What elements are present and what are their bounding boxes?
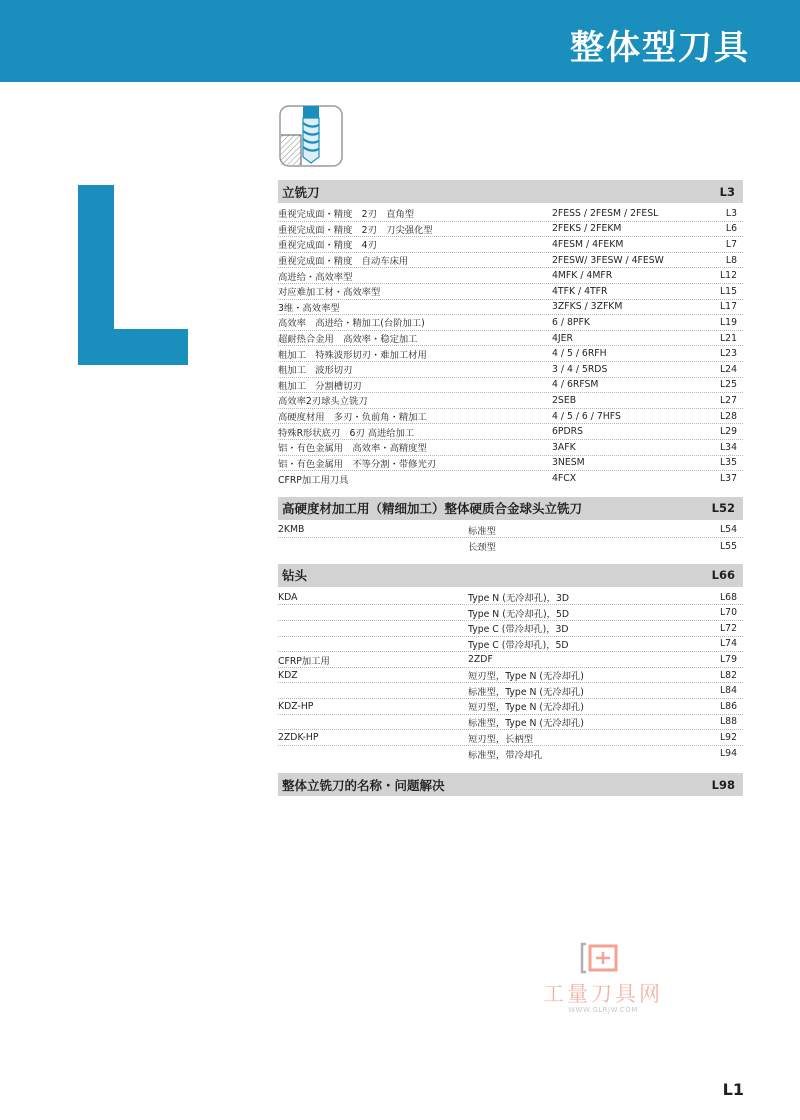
list-item[interactable] [278, 268, 743, 284]
item-page: L35 [719, 457, 737, 469]
item-code: 4FESM / 4FEKM [552, 238, 624, 250]
item-name: 粗加工 分割槽切刃 [278, 380, 362, 392]
item-page: L29 [719, 426, 737, 438]
item-page: L94 [719, 748, 737, 760]
list-item[interactable] [278, 424, 743, 440]
watermark-url: WWW.GLRJW.COM [568, 1006, 638, 1014]
item-name: 特殊R形状底刃 6刃 高进给加工 [278, 427, 415, 439]
item-code: Type N (无冷却孔)，5D [468, 608, 570, 620]
list-item[interactable] [278, 346, 743, 362]
list-item[interactable] [278, 331, 743, 347]
item-page: L7 [725, 238, 737, 250]
section-page-ref: L3 [719, 184, 735, 199]
item-name: 重视完成面・精度 自动车床用 [278, 256, 409, 268]
list-item[interactable] [278, 621, 743, 637]
section-header[interactable] [278, 564, 743, 587]
item-name: 粗加工 波形切刃 [278, 365, 353, 377]
list-item[interactable] [278, 409, 743, 425]
item-code: 短刃型，Type N (无冷却孔) [468, 702, 584, 714]
item-page: L79 [719, 654, 737, 666]
list-item[interactable] [278, 300, 743, 316]
list-item[interactable] [278, 605, 743, 621]
item-code: 6PDRS [552, 426, 584, 438]
item-page: L3 [725, 207, 737, 219]
item-name: 重视完成面・精度 2刃 刀尖强化型 [278, 224, 433, 236]
item-code: 3NESM [552, 457, 585, 469]
section-rows [278, 590, 743, 762]
item-page: L8 [725, 254, 737, 266]
list-item[interactable] [278, 746, 743, 762]
list-item[interactable] [278, 471, 743, 487]
list-item[interactable] [278, 538, 743, 554]
item-code: 6 / 8PFK [552, 316, 590, 328]
end-mill-icon [279, 105, 343, 167]
item-name: 2ZDK-HP [278, 732, 319, 744]
section-title: 钻头 [282, 568, 308, 584]
item-page: L74 [719, 638, 737, 650]
item-page: L25 [719, 379, 737, 391]
list-item[interactable] [278, 253, 743, 269]
list-item[interactable] [278, 652, 743, 668]
section-rows [278, 206, 743, 487]
item-page: L6 [725, 223, 737, 235]
item-page: L34 [719, 441, 737, 453]
list-item[interactable] [278, 456, 743, 472]
item-page: L19 [719, 316, 737, 328]
section-end-mills [278, 180, 743, 487]
watermark-logo-icon [580, 940, 626, 976]
item-name: CFRP加工用刀具 [278, 474, 349, 486]
list-item[interactable] [278, 222, 743, 238]
list-item[interactable] [278, 523, 743, 539]
top-banner [0, 0, 800, 82]
item-page: L24 [719, 363, 737, 375]
item-code: 4 / 6RFSM [552, 379, 599, 391]
section-letter-stroke-horizontal [78, 329, 188, 365]
section-page-ref: L66 [711, 568, 735, 583]
item-name: KDZ-HP [278, 700, 314, 712]
item-name: CFRP加工用 [278, 655, 330, 667]
list-item[interactable] [278, 440, 743, 456]
item-page: L92 [719, 732, 737, 744]
page-title: 整体型刀具 [570, 28, 750, 68]
item-code: 2ZDF [468, 654, 493, 666]
item-page: L55 [719, 540, 737, 552]
item-code: Type C (带冷却孔)，3D [468, 624, 569, 636]
list-item[interactable] [278, 699, 743, 715]
list-item[interactable] [278, 315, 743, 331]
list-item[interactable] [278, 715, 743, 731]
item-code: 标准型，Type N (无冷却孔) [468, 686, 584, 698]
item-name: 超耐热合金用 高效率・稳定加工 [278, 334, 418, 346]
section-rows [278, 523, 743, 554]
item-code: 短刃型，长柄型 [468, 733, 534, 745]
item-page: L21 [719, 332, 737, 344]
item-code: 4 / 5 / 6RFH [552, 348, 607, 360]
list-item[interactable] [278, 683, 743, 699]
item-page: L23 [719, 348, 737, 360]
page-number: L1 [722, 1080, 744, 1099]
item-name: 3维・高效率型 [278, 302, 340, 314]
item-name: 高效率2刃球头立铣刀 [278, 396, 368, 408]
item-code: 2FEKS / 2FEKM [552, 223, 622, 235]
item-code: 4 / 5 / 6 / 7HFS [552, 410, 621, 422]
item-code: 4FCX [552, 473, 577, 485]
item-page: L17 [719, 301, 737, 313]
item-page: L37 [719, 473, 737, 485]
item-code: 标准型 [468, 525, 496, 537]
item-name: 重视完成面・精度 2刃 直角型 [278, 209, 415, 221]
item-code: 3ZFKS / 3ZFKM [552, 301, 623, 313]
section-page-ref: L98 [711, 777, 735, 792]
item-page: L82 [719, 669, 737, 681]
item-code: 长颈型 [468, 542, 496, 554]
section-header[interactable] [278, 180, 743, 203]
item-code: 4JER [552, 332, 573, 344]
item-code: 2FESW/ 3FESW / 4FESW [552, 254, 664, 266]
table-of-contents [278, 180, 743, 806]
item-page: L54 [719, 524, 737, 536]
list-item[interactable] [278, 393, 743, 409]
item-name: 2KMB [278, 524, 305, 536]
item-name: 高进给・高效率型 [278, 271, 353, 283]
list-item[interactable] [278, 284, 743, 300]
item-page: L68 [719, 591, 737, 603]
item-page: L28 [719, 410, 737, 422]
item-name: 高硬度材用 多刃・负前角・精加工 [278, 412, 427, 424]
item-code: 3AFK [552, 441, 576, 453]
item-name: 铝・有色金属用 不等分割・带修光刃 [278, 458, 437, 470]
item-page: L86 [719, 700, 737, 712]
item-page: L72 [719, 622, 737, 634]
item-page: L88 [719, 716, 737, 728]
item-name: 高效率 高进给・精加工(台阶加工) [278, 318, 425, 330]
item-page: L27 [719, 394, 737, 406]
section-title: 立铣刀 [282, 184, 320, 200]
list-item[interactable] [278, 590, 743, 606]
item-name: KDA [278, 591, 298, 603]
item-page: L12 [719, 270, 737, 282]
section-letter-graphic [78, 185, 188, 365]
item-code: Type N (无冷却孔)，3D [468, 593, 570, 605]
section-header[interactable] [278, 773, 743, 796]
list-item[interactable] [278, 730, 743, 746]
item-code: 短刃型，Type N (无冷却孔) [468, 671, 584, 683]
list-item[interactable] [278, 378, 743, 394]
item-code: 3 / 4 / 5RDS [552, 363, 608, 375]
watermark [528, 940, 678, 1020]
section-troubleshooting [278, 773, 743, 796]
item-name: 对应难加工材・高效率型 [278, 287, 381, 299]
item-code: 4TFK / 4TFR [552, 285, 608, 297]
list-item[interactable] [278, 668, 743, 684]
item-name: 铝・有色金属用 高效率・高精度型 [278, 443, 427, 455]
watermark-text: 工量刀具网 [543, 982, 663, 1006]
list-item[interactable] [278, 362, 743, 378]
list-item[interactable] [278, 637, 743, 653]
section-page-ref: L52 [711, 501, 735, 516]
item-code: Type C (带冷却孔)，5D [468, 639, 569, 651]
item-name: KDZ [278, 669, 298, 681]
section-title: 整体立铣刀的名称・问题解决 [282, 777, 445, 793]
section-header[interactable] [278, 497, 743, 520]
section-ball-end-mills [278, 497, 743, 554]
item-page: L84 [719, 685, 737, 697]
item-page: L15 [719, 285, 737, 297]
section-drills [278, 564, 743, 762]
section-title: 高硬度材加工用（精细加工）整体硬质合金球头立铣刀 [282, 501, 583, 517]
item-code: 标准型，带冷却孔 [468, 749, 543, 761]
list-item[interactable] [278, 206, 743, 222]
item-code: 标准型，Type N (无冷却孔) [468, 717, 584, 729]
list-item[interactable] [278, 237, 743, 253]
item-name: 粗加工 特殊波形切刃・难加工材用 [278, 349, 427, 361]
item-name: 重视完成面・精度 4刃 [278, 240, 377, 252]
item-code: 2FESS / 2FESM / 2FESL [552, 207, 659, 219]
item-page: L70 [719, 607, 737, 619]
item-code: 4MFK / 4MFR [552, 270, 613, 282]
item-code: 2SEB [552, 394, 577, 406]
